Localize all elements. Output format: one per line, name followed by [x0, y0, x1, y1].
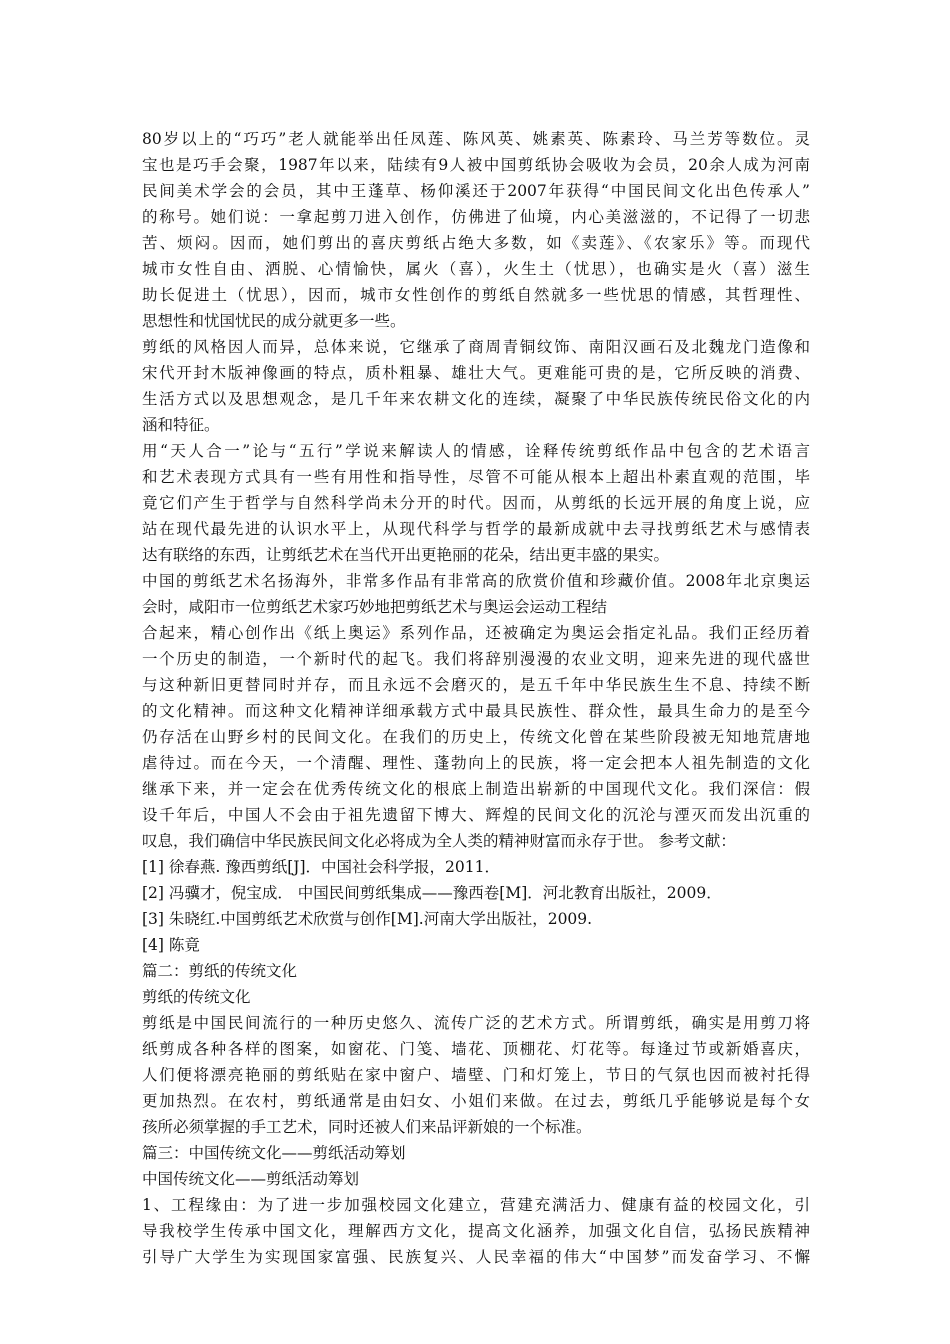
text-line: 站在现代最先进的认识水平上，从现代科学与哲学的最新成就中去寻找剪纸艺术与感情表 [142, 520, 810, 538]
text-line: 竟它们产生于哲学与自然科学尚未分开的时代。因而，从剪纸的长远开展的角度上说，应 [142, 494, 810, 512]
reference-item: [3] 朱晓红.中国剪纸艺术欣赏与创作[M].河南大学出版社，2009. [142, 910, 593, 928]
text-line: 生活方式以及思想观念，是几千年来农耕文化的连续，凝聚了中华民族传统民俗文化的内 [142, 390, 810, 408]
paragraph-theory [142, 438, 810, 568]
text-line: 叹息，我们确信中华民族民间文化必将成为全人类的精神财富而永存于世。 参考文献： [142, 832, 736, 850]
text-line: 纸剪成各种各样的图案，如窗花、门笺、墙花、顶棚花、灯花等。每逢过节或新婚喜庆， [142, 1040, 810, 1058]
paragraph-intro [142, 126, 810, 334]
text-line: 民间美术学会的会员，其中王蓬草、杨仰溪还于2007年获得“中国民间文化出色传承人” [142, 182, 810, 200]
text-line: 的文化精神。而这种文化精神详细承载方式中最具民族性、群众性，最具生命力的是至今 [142, 702, 810, 720]
text-line: 涵和特征。 [142, 416, 220, 434]
reference-item: [1] 徐春燕. 豫西剪纸[J]．中国社会科学报，2011． [142, 858, 500, 876]
text-line: 思想性和忧国忧民的成分就更多一些。 [142, 312, 406, 330]
text-line: 仍存活在山野乡村的民间文化。在我们的历史上，传统文化曾在某些阶段被无知地荒唐地 [142, 728, 810, 746]
text-line: 继承下来，并一定会在优秀传统文化的根底上制造出崭新的中国现代文化。我们深信：假 [142, 780, 810, 798]
text-line: 合起来，精心创作出《纸上奥运》系列作品，还被确定为奥运会指定礼品。我们正经历着 [142, 624, 810, 642]
text-line: 剪纸是中国民间流行的一种历史悠久、流传广泛的艺术方式。所谓剪纸，确实是用剪刀将 [142, 1014, 810, 1032]
reference-item: [4] 陈竟 [142, 936, 200, 954]
text-line: 80岁以上的“巧巧”老人就能举出任凤莲、陈风英、姚素英、陈素玲、马兰芳等数位。灵 [142, 130, 810, 148]
text-line: 宋代开封木版神像画的特点，质朴粗暴、雄壮大气。更难能可贵的是，它所反映的消费、 [142, 364, 810, 382]
paragraph-style [142, 334, 810, 438]
text-line: 城市女性自由、洒脱、心情愉快，属火（喜），火生土（忧思），也确实是火（喜）滋生 [142, 260, 810, 278]
text-line: 引导广大学生为实现国家富强、民族复兴、人民幸福的伟大“中国梦”而发奋学习、不懈 [142, 1248, 810, 1266]
paragraph-overseas [142, 568, 810, 620]
text-line: 虐待过。而在今天，一个清醒、理性、蓬勃向上的民族，将一定会把本人祖先制造的文化 [142, 754, 810, 772]
section-3 [142, 1140, 810, 1270]
text-line: 的称号。她们说：一拿起剪刀进入创作，仿佛进了仙境，内心美滋滋的，不记得了一切悲 [142, 208, 810, 226]
section-heading: 篇三：中国传统文化——剪纸活动筹划 [142, 1144, 406, 1162]
text-line: 助长促进土（忧思），因而，城市女性创作的剪纸自然就多一些忧思的情感，其哲理性、 [142, 286, 810, 304]
reference-list [142, 854, 810, 958]
reference-item: [2] 冯骥才，倪宝成． 中国民间剪纸集成——豫西卷[M]．河北教育出版社，2009． [142, 884, 722, 902]
text-line: 设千年后，中国人不会由于祖先遗留下博大、辉煌的民间文化的沉沦与湮灭而发出沉重的 [142, 806, 810, 824]
document-page [142, 126, 810, 1270]
section-subheading: 剪纸的传统文化 [142, 988, 251, 1006]
text-line: 孩所必须掌握的手工艺术，同时还被人们来品评新娘的一个标准。 [142, 1118, 592, 1136]
text-line: 和艺术表现方式具有一些有用性和指导性，尽管不可能从根本上超出朴素直观的范围，毕 [142, 468, 810, 486]
text-line: 会时，咸阳市一位剪纸艺术家巧妙地把剪纸艺术与奥运会运动工程结 [142, 598, 608, 616]
text-line: 中国的剪纸艺术名扬海外，非常多作品有非常高的欣赏价值和珍藏价值。2008年北京奥运 [142, 572, 810, 590]
text-line: 达有联络的东西，让剪纸艺术在当代开出更艳丽的花朵，结出更丰盛的果实。 [142, 546, 670, 564]
section-2 [142, 958, 810, 1140]
text-line: 人们便将漂亮艳丽的剪纸贴在家中窗户、墙壁、门和灯笼上，节日的气氛也因而被衬托得 [142, 1066, 810, 1084]
text-line: 导我校学生传承中国文化，理解西方文化，提高文化涵养，加强文化自信，弘扬民族精神 [142, 1222, 810, 1240]
text-line: 苦、烦闷。因而，她们剪出的喜庆剪纸占绝大多数，如《卖莲》、《农家乐》等。而现代 [142, 234, 810, 252]
text-line: 1、工程缘由：为了进一步加强校园文化建立，营建充满活力、健康有益的校园文化，引 [142, 1196, 810, 1214]
text-line: 用“天人合一”论与“五行”学说来解读人的情感，诠释传统剪纸作品中包含的艺术语言 [142, 442, 810, 460]
section-subheading: 中国传统文化——剪纸活动筹划 [142, 1170, 360, 1188]
text-line: 与这种新旧更替同时并存，而且永远不会磨灭的，是五千年中华民族生生不息、持续不断 [142, 676, 810, 694]
text-line: 一个历史的制造，一个新时代的起飞。我们将辞别漫漫的农业文明，迎来先进的现代盛世 [142, 650, 810, 668]
text-line: 剪纸的风格因人而异，总体来说，它继承了商周青铜纹饰、南阳汉画石及北魏龙门造像和 [142, 338, 810, 356]
paragraph-olympics [142, 620, 810, 854]
text-line: 宝也是巧手会聚，1987年以来，陆续有9人被中国剪纸协会吸收为会员，20余人成为河南 [142, 156, 810, 174]
section-heading: 篇二：剪纸的传统文化 [142, 962, 298, 980]
text-line: 更加热烈。在农村，剪纸通常是由妇女、小姐们来做。在过去，剪纸几乎能够说是每个女 [142, 1092, 810, 1110]
